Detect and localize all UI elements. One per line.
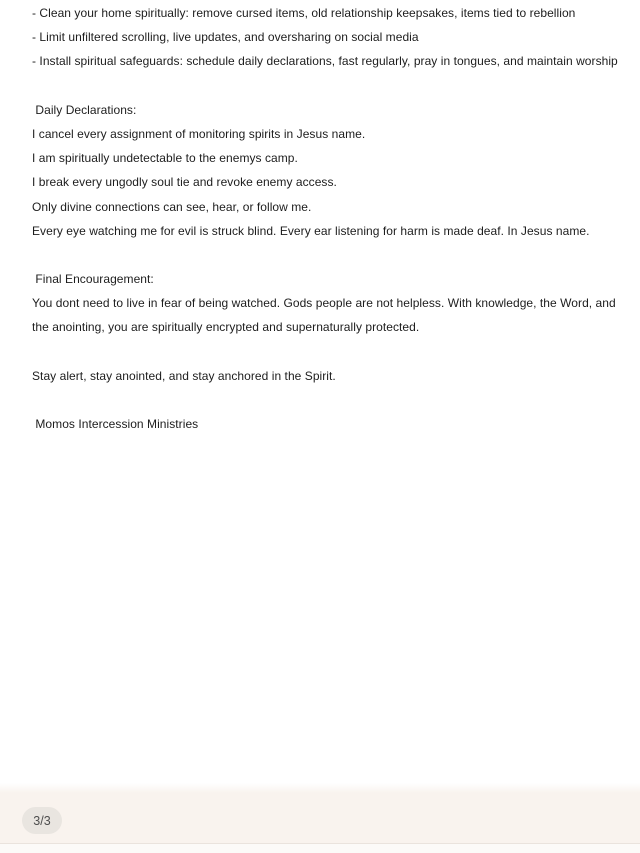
text-line: - Clean your home spiritually: remove cursed items, old relationship keepsakes, items tied to rebellion: [32, 6, 576, 20]
text-line: I break every ungodly soul tie and revoke enemy access.: [32, 175, 337, 190]
text-line-blank: [32, 243, 632, 267]
text-line: I am spiritually undetectable to the enemys camp.: [32, 151, 298, 166]
text-line-blank: [32, 74, 632, 98]
viewer-footer: [0, 793, 640, 853]
page-indicator-badge: [22, 807, 62, 834]
text-line-blank: [32, 340, 632, 364]
text-line-blank: [32, 388, 632, 412]
text-line: I cancel every assignment of monitoring spirits in Jesus name.: [32, 126, 366, 141]
text-line: Stay alert, stay anointed, and stay anchored in the Spirit.: [32, 368, 336, 383]
text-line: Every eye watching me for evil is struck blind. Every ear listening for harm is made deaf. In Jesus name.: [32, 223, 590, 238]
text-line: - Install spiritual safeguards: schedule daily declarations, fast regularly, pray in tongues, and maintain worship: [32, 54, 618, 69]
footer-fade: [0, 783, 640, 793]
text-line-signature: Momos Intercession Ministries: [32, 417, 199, 432]
text-line-heading: Final Encouragement:: [32, 272, 154, 287]
text-line: - Limit unfiltered scrolling, live updates, and oversharing on social media: [32, 30, 419, 45]
text-line: the anointing, you are spiritually encrypted and supernaturally protected.: [32, 320, 420, 335]
bottom-strip: [0, 843, 640, 853]
text-line: Only divine connections can see, hear, or follow me.: [32, 199, 312, 214]
text-line-heading: Daily Declarations:: [32, 102, 137, 117]
text-line: You dont need to live in fear of being watched. Gods people are not helpless. With knowledge, the Word, and: [32, 296, 616, 311]
page-indicator-label: 3/3: [33, 813, 51, 828]
